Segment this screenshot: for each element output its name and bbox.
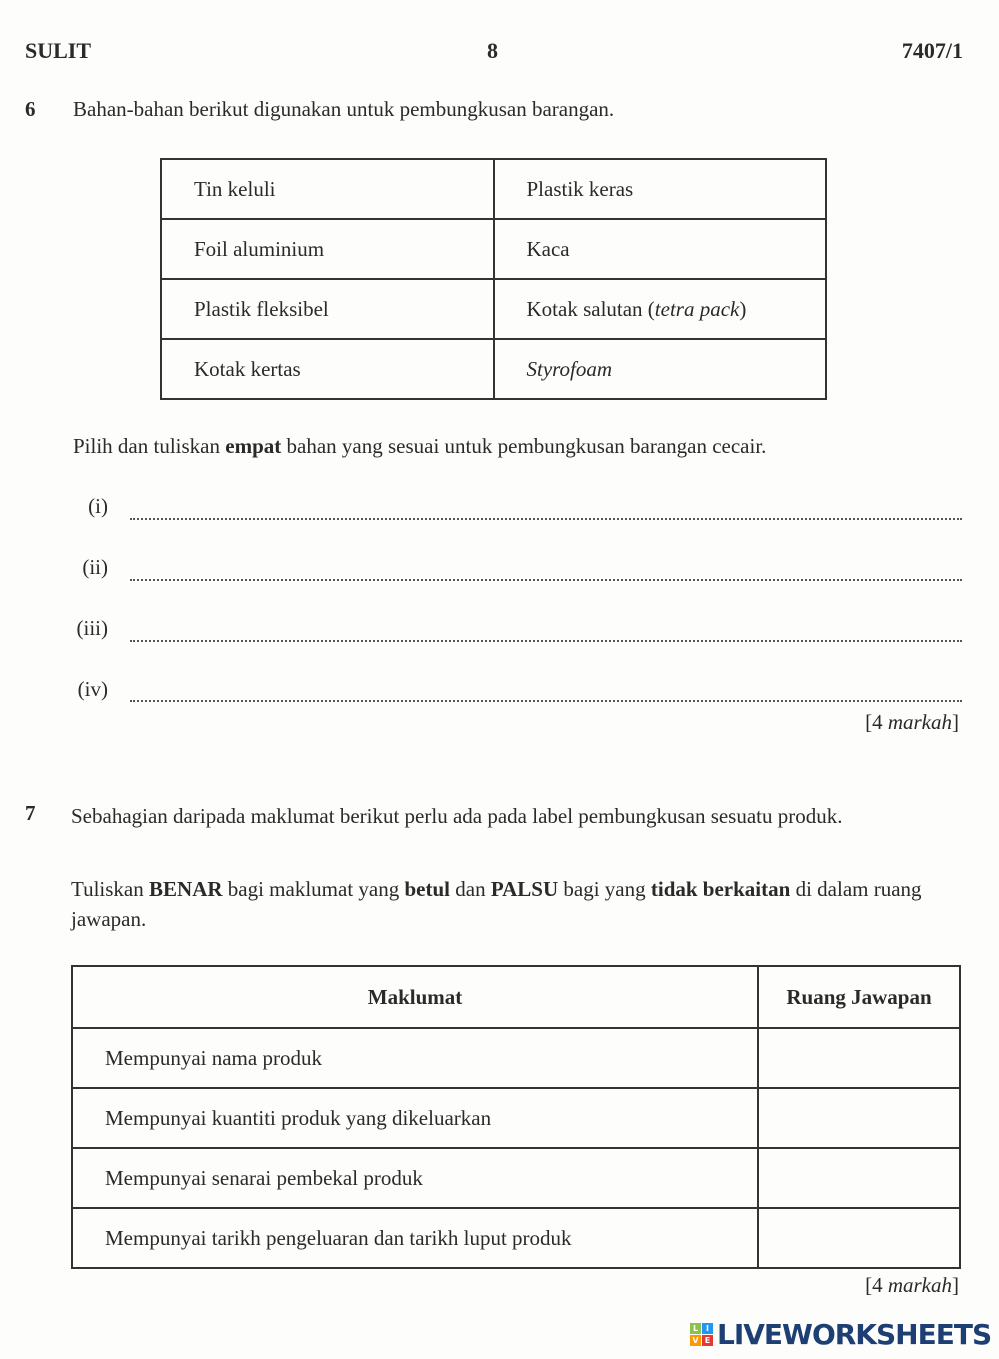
- materials-table: [160, 158, 827, 400]
- logo-letter: L: [690, 1323, 701, 1334]
- info-cell: Mempunyai senarai pembekal produk: [72, 1148, 758, 1208]
- marks-text: ]: [952, 1273, 959, 1297]
- prompt-text: bahan yang sesuai untuk pembungkusan barangan cecair.: [281, 434, 767, 458]
- material-cell: Kotak salutan (tetra pack): [494, 279, 827, 339]
- inst-text: dan: [450, 877, 491, 901]
- question-6-prompt: [73, 434, 766, 459]
- answer-input-1[interactable]: [130, 490, 962, 520]
- material-cell: Foil aluminium: [161, 219, 494, 279]
- info-cell: Mempunyai nama produk: [72, 1028, 758, 1088]
- liveworksheets-logo: [690, 1318, 991, 1351]
- column-header-ruang-jawapan: Ruang Jawapan: [758, 966, 960, 1028]
- inst-text: bagi maklumat yang: [222, 877, 405, 901]
- material-cell: Kotak kertas: [161, 339, 494, 399]
- inst-bold: BENAR: [149, 877, 223, 901]
- question-7-text: Sebahagian daripada maklumat berikut perlu ada pada label pembungkusan sesuatu produk.: [71, 804, 843, 828]
- info-cell: Mempunyai tarikh pengeluaran dan tarikh luput produk: [72, 1208, 758, 1268]
- material-cell: Plastik fleksibel: [161, 279, 494, 339]
- header-classification: SULIT: [25, 38, 92, 63]
- inst-bold: betul: [404, 877, 451, 901]
- information-table: [71, 965, 961, 1269]
- material-cell: Kaca: [494, 219, 827, 279]
- question-7-marks: [865, 1273, 959, 1298]
- material-cell: Styrofoam: [494, 339, 827, 399]
- inst-bold: tidak berkaitan: [650, 877, 791, 901]
- page-number: 8: [487, 38, 498, 63]
- answer-cell[interactable]: [758, 1028, 960, 1088]
- column-header-maklumat: Maklumat: [72, 966, 758, 1028]
- question-6-text: Bahan-bahan berikut digunakan untuk pembungkusan barangan.: [73, 97, 615, 121]
- material-cell: Tin keluli: [161, 159, 494, 219]
- logo-text: LIVEWORKSHEETS: [717, 1318, 992, 1351]
- marks-text: [4: [865, 1273, 888, 1297]
- answer-label: (iv): [77, 677, 108, 701]
- answer-input-4[interactable]: [130, 672, 962, 702]
- logo-letter: E: [702, 1335, 713, 1346]
- paper-code: 7407/1: [901, 38, 963, 63]
- table-row: [72, 1088, 960, 1148]
- marks-text: markah: [887, 1273, 952, 1297]
- logo-letter: V: [690, 1335, 701, 1346]
- answer-cell[interactable]: [758, 1208, 960, 1268]
- logo-icon: [690, 1323, 713, 1346]
- answer-label: (i): [88, 494, 108, 518]
- table-row: [72, 1148, 960, 1208]
- inst-text: di dalam ruang jawapan.: [71, 877, 922, 931]
- inst-text: bagi yang: [558, 877, 651, 901]
- answer-cell[interactable]: [758, 1088, 960, 1148]
- inst-text: Tuliskan: [71, 877, 150, 901]
- answer-input-2[interactable]: [130, 551, 962, 581]
- question-6-number: 6: [25, 97, 36, 121]
- material-cell: Plastik keras: [494, 159, 827, 219]
- question-7-number: 7: [25, 801, 36, 825]
- logo-letter: I: [702, 1323, 713, 1334]
- prompt-text: Pilih dan tuliskan: [73, 434, 226, 458]
- answer-label: (ii): [82, 555, 108, 579]
- marks-text: markah: [887, 710, 952, 734]
- info-cell: Mempunyai kuantiti produk yang dikeluarkan: [72, 1088, 758, 1148]
- italic-term: tetra pack: [654, 296, 740, 321]
- marks-text: [4: [865, 710, 888, 734]
- table-row: [72, 1028, 960, 1088]
- question-7-instruction: [71, 874, 961, 934]
- question-6-marks: [865, 710, 959, 735]
- marks-text: ]: [952, 710, 959, 734]
- inst-bold: PALSU: [490, 877, 559, 901]
- answer-cell[interactable]: [758, 1148, 960, 1208]
- answer-label: (iii): [76, 616, 108, 640]
- table-row: [72, 1208, 960, 1268]
- prompt-bold: empat: [225, 434, 282, 458]
- answer-input-3[interactable]: [130, 612, 962, 642]
